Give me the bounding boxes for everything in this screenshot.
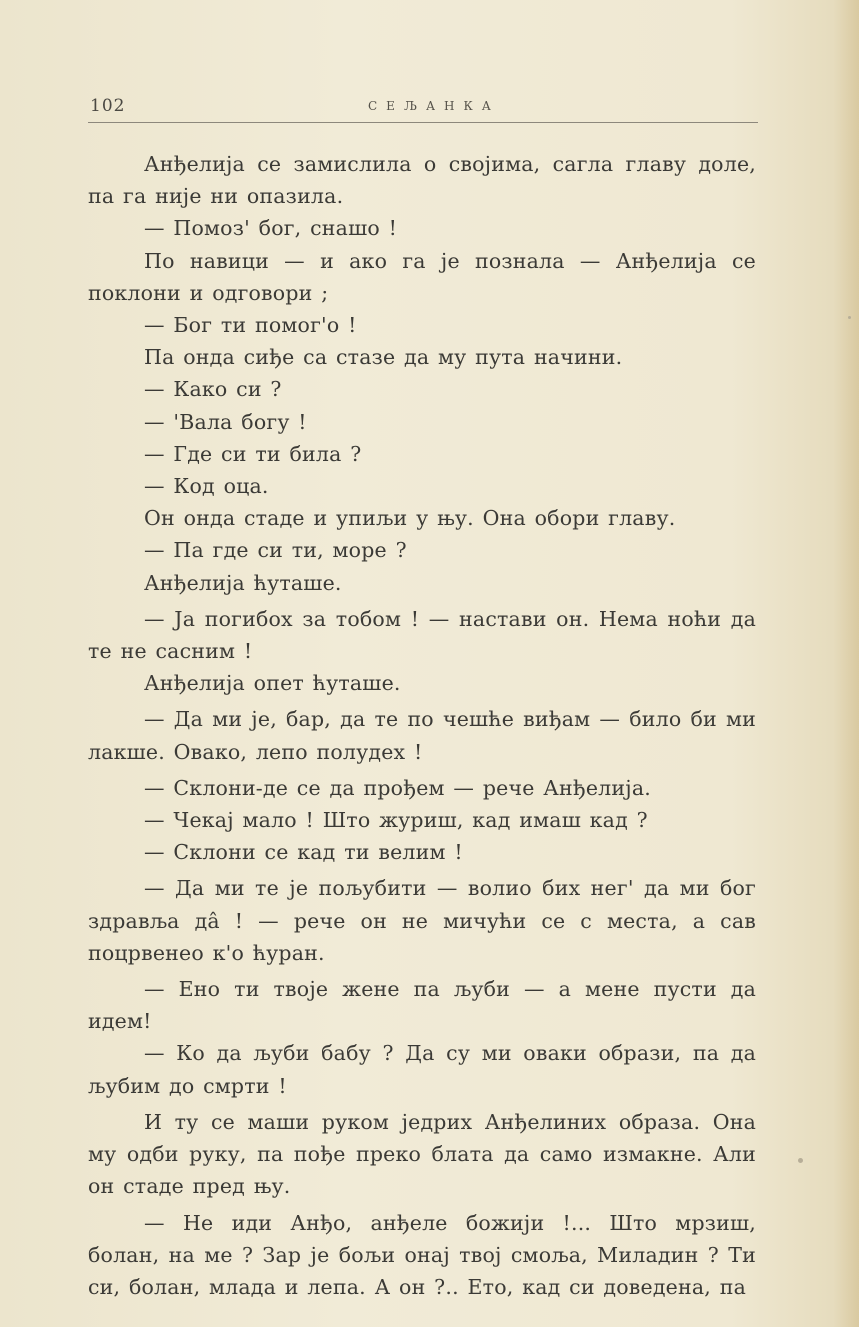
paragraph: — Па где си ти, море ?	[144, 538, 407, 563]
paragraph: — Ко да љуби бабу ? Да су ми оваки образи, па да љубим до смрти !	[88, 1041, 756, 1098]
page-number: 102	[90, 96, 126, 116]
paragraph: Па онда сиђе са стазе да му пута начини.	[144, 345, 623, 370]
paragraph: — Не иди Анђо, анђеле божији !... Што мрзиш, болан, на ме ? Зар је бољи онај твој смоља, Миладин ? Ти си, болан, млада и лепа. А он ?.. Ето, кад си доведена, па	[88, 1210, 756, 1299]
paragraph: Анђелија се замислила о својима, сагла главу доле, па га није ни опазила.	[88, 152, 756, 209]
paragraph: — Где си ти била ?	[144, 441, 362, 466]
paragraph: — Ја погибох за тобом ! — настави он. Нема ноћи да те не сасним !	[88, 606, 756, 664]
paragraph: — Како си ?	[144, 377, 282, 402]
paragraph: — 'Вала богу !	[144, 409, 307, 434]
paragraph: — Бог ти помог'о !	[144, 313, 357, 338]
paragraph: — Склони се кад ти велим !	[144, 840, 463, 865]
paragraph: — Склони-де се да прођем — рече Анђелија.	[144, 775, 651, 800]
paragraph: По навици — и ако га је познала — Анђелија се поклони и одговори ;	[88, 248, 756, 305]
paragraph: Анђелија ћуташе.	[144, 570, 342, 595]
paragraph: — Да ми је, бар, да те по чешће виђам — било би ми лакше. Овако, лепо полудех !	[88, 707, 756, 764]
paragraph: Анђелија опет ћуташе.	[144, 671, 401, 696]
paragraph: — Чекај мало ! Што журиш, кад имаш кад ?	[144, 808, 648, 833]
paragraph: Он онда стаде и упиљи у њу. Она обори главу.	[144, 506, 676, 531]
running-title: СЕЉАНКА	[368, 99, 500, 113]
paragraph: — Ено ти твоје жене па љуби — а мене пусти да идем!	[88, 977, 756, 1034]
paragraph: И ту се маши руком једрих Анђелиних образа. Она му одби руку, па пође преко блата да само измакне. Али он стаде пред њу.	[88, 1109, 756, 1199]
paper-speck	[798, 1158, 803, 1163]
paragraph: — Да ми те је пољубити — волио бих нег' да ми бог здравља да̂ ! — рече он не мичући се с места, а сав поцрвенео к'о ћуран.	[88, 876, 756, 965]
paper-speck	[848, 316, 851, 319]
page-header	[88, 96, 758, 123]
paragraph: — Помоз' бог, снашо !	[144, 216, 398, 241]
body-text	[88, 148, 756, 1303]
paragraph: — Код оца.	[144, 474, 269, 499]
